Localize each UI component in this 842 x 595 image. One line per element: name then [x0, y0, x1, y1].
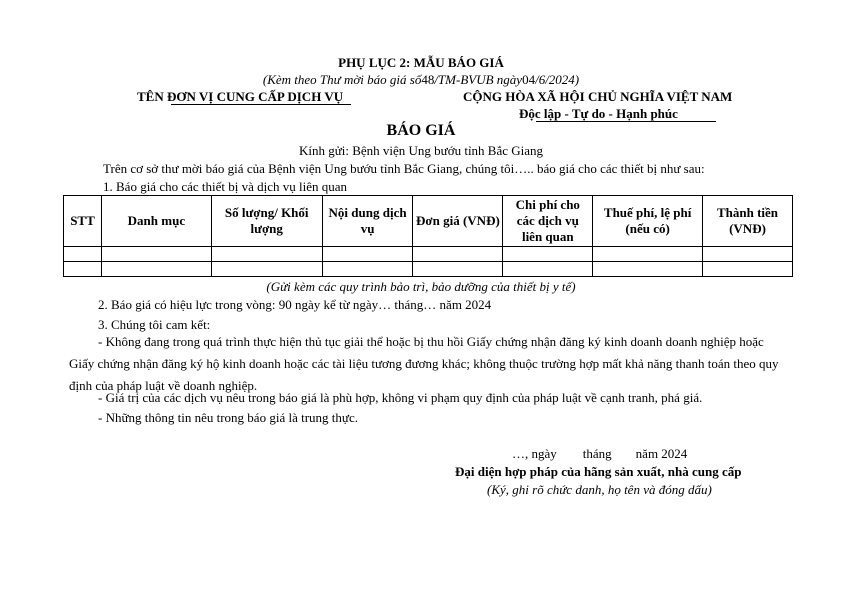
addressee: Kính gửi: Bệnh viện Ung bướu tỉnh Bắc Giang — [298, 143, 544, 158]
representative-title: Đại diện hợp pháp của hãng sản xuất, nhà cung cấp — [455, 464, 742, 479]
attach-middle: /TM-BVUB ngày — [434, 72, 523, 87]
table-cell[interactable] — [703, 262, 793, 277]
motto: Độc lập - Tự do - Hạnh phúc — [519, 106, 678, 121]
date-month: tháng — [582, 446, 612, 461]
table-cell[interactable] — [101, 247, 211, 262]
signature-date — [512, 446, 687, 462]
table-cell[interactable] — [703, 247, 793, 262]
header-related-costs: Chi phí cho các dịch vụ liên quan — [503, 196, 593, 247]
table-cell[interactable] — [101, 262, 211, 277]
table-cell[interactable] — [64, 262, 102, 277]
attach-number: 48 — [421, 72, 435, 87]
section-2-validity: 2. Báo giá có hiệu lực trong vòng: 90 ngày kể từ ngày… tháng… năm 2024 — [98, 297, 492, 312]
header-unit-price: Đơn giá (VNĐ) — [413, 196, 503, 247]
commitment-1: - Không đang trong quá trình thực hiện thủ tục giải thể hoặc bị thu hồi Giấy chứng nhận đăng ký kinh doanh doanh nghiệp hoặc Giấy chứng nhận đăng ký hộ kinh doanh hoặc các tài liệu tương đương khác; không thuộc trường hợp mất khả năng thanh toán theo quy định của pháp luật về doanh nghiệp. — [69, 334, 779, 393]
quote-table — [63, 195, 793, 277]
table-cell[interactable] — [211, 247, 322, 262]
table-cell[interactable] — [503, 247, 593, 262]
provider-name: TÊN ĐƠN VỊ CUNG CẤP DỊCH VỤ — [137, 89, 344, 104]
date-year: năm 2024 — [635, 446, 688, 461]
table-note: (Gửi kèm các quy trình bảo trì, bảo dưỡng của thiết bị y tế) — [266, 279, 576, 294]
attach-prefix: (Kèm theo Thư mời báo giá số — [262, 72, 422, 87]
commitment-3: - Những thông tin nêu trong báo giá là trung thực. — [98, 410, 358, 425]
table-cell[interactable] — [322, 247, 413, 262]
table-cell[interactable] — [593, 262, 703, 277]
table-header-row — [64, 196, 793, 247]
appendix-title: PHỤ LỤC 2: MẪU BÁO GIÁ — [338, 55, 504, 70]
country-name: CỘNG HÒA XÃ HỘI CHỦ NGHĨA VIỆT NAM — [463, 89, 733, 104]
header-service-content: Nội dung dịch vụ — [322, 196, 413, 247]
provider-underline — [171, 104, 351, 105]
attach-suffix: /6/2024) — [535, 72, 580, 87]
sign-note: (Ký, ghi rõ chức danh, họ tên và đóng dấu) — [487, 482, 712, 497]
attach-line — [0, 72, 842, 88]
table-row — [64, 262, 793, 277]
attach-day: 04 — [522, 72, 536, 87]
date-place: …, ngày — [512, 446, 557, 461]
section-1-heading: 1. Báo giá cho các thiết bị và dịch vụ liên quan — [103, 179, 348, 194]
table-cell[interactable] — [64, 247, 102, 262]
document-title: BÁO GIÁ — [386, 122, 456, 139]
table-cell[interactable] — [593, 247, 703, 262]
header-total: Thành tiền (VNĐ) — [703, 196, 793, 247]
table-cell[interactable] — [413, 262, 503, 277]
section-3-heading: 3. Chúng tôi cam kết: — [98, 317, 211, 332]
table-cell[interactable] — [322, 262, 413, 277]
header-taxes-fees: Thuế phí, lệ phí (nếu có) — [593, 196, 703, 247]
table-cell[interactable] — [211, 262, 322, 277]
header-item: Danh mục — [101, 196, 211, 247]
table-cell[interactable] — [503, 262, 593, 277]
table-row — [64, 247, 793, 262]
header-stt: STT — [64, 196, 102, 247]
commitment-2: - Giá trị của các dịch vụ nêu trong báo giá là phù hợp, không vi phạm quy định của pháp luật về cạnh tranh, phá giá. — [98, 390, 703, 405]
table-cell[interactable] — [413, 247, 503, 262]
intro-text: Trên cơ sở thư mời báo giá của Bệnh viện Ung bướu tỉnh Bắc Giang, chúng tôi….. báo giá cho các thiết bị như sau: — [103, 161, 705, 176]
header-quantity: Số lượng/ Khối lượng — [211, 196, 322, 247]
